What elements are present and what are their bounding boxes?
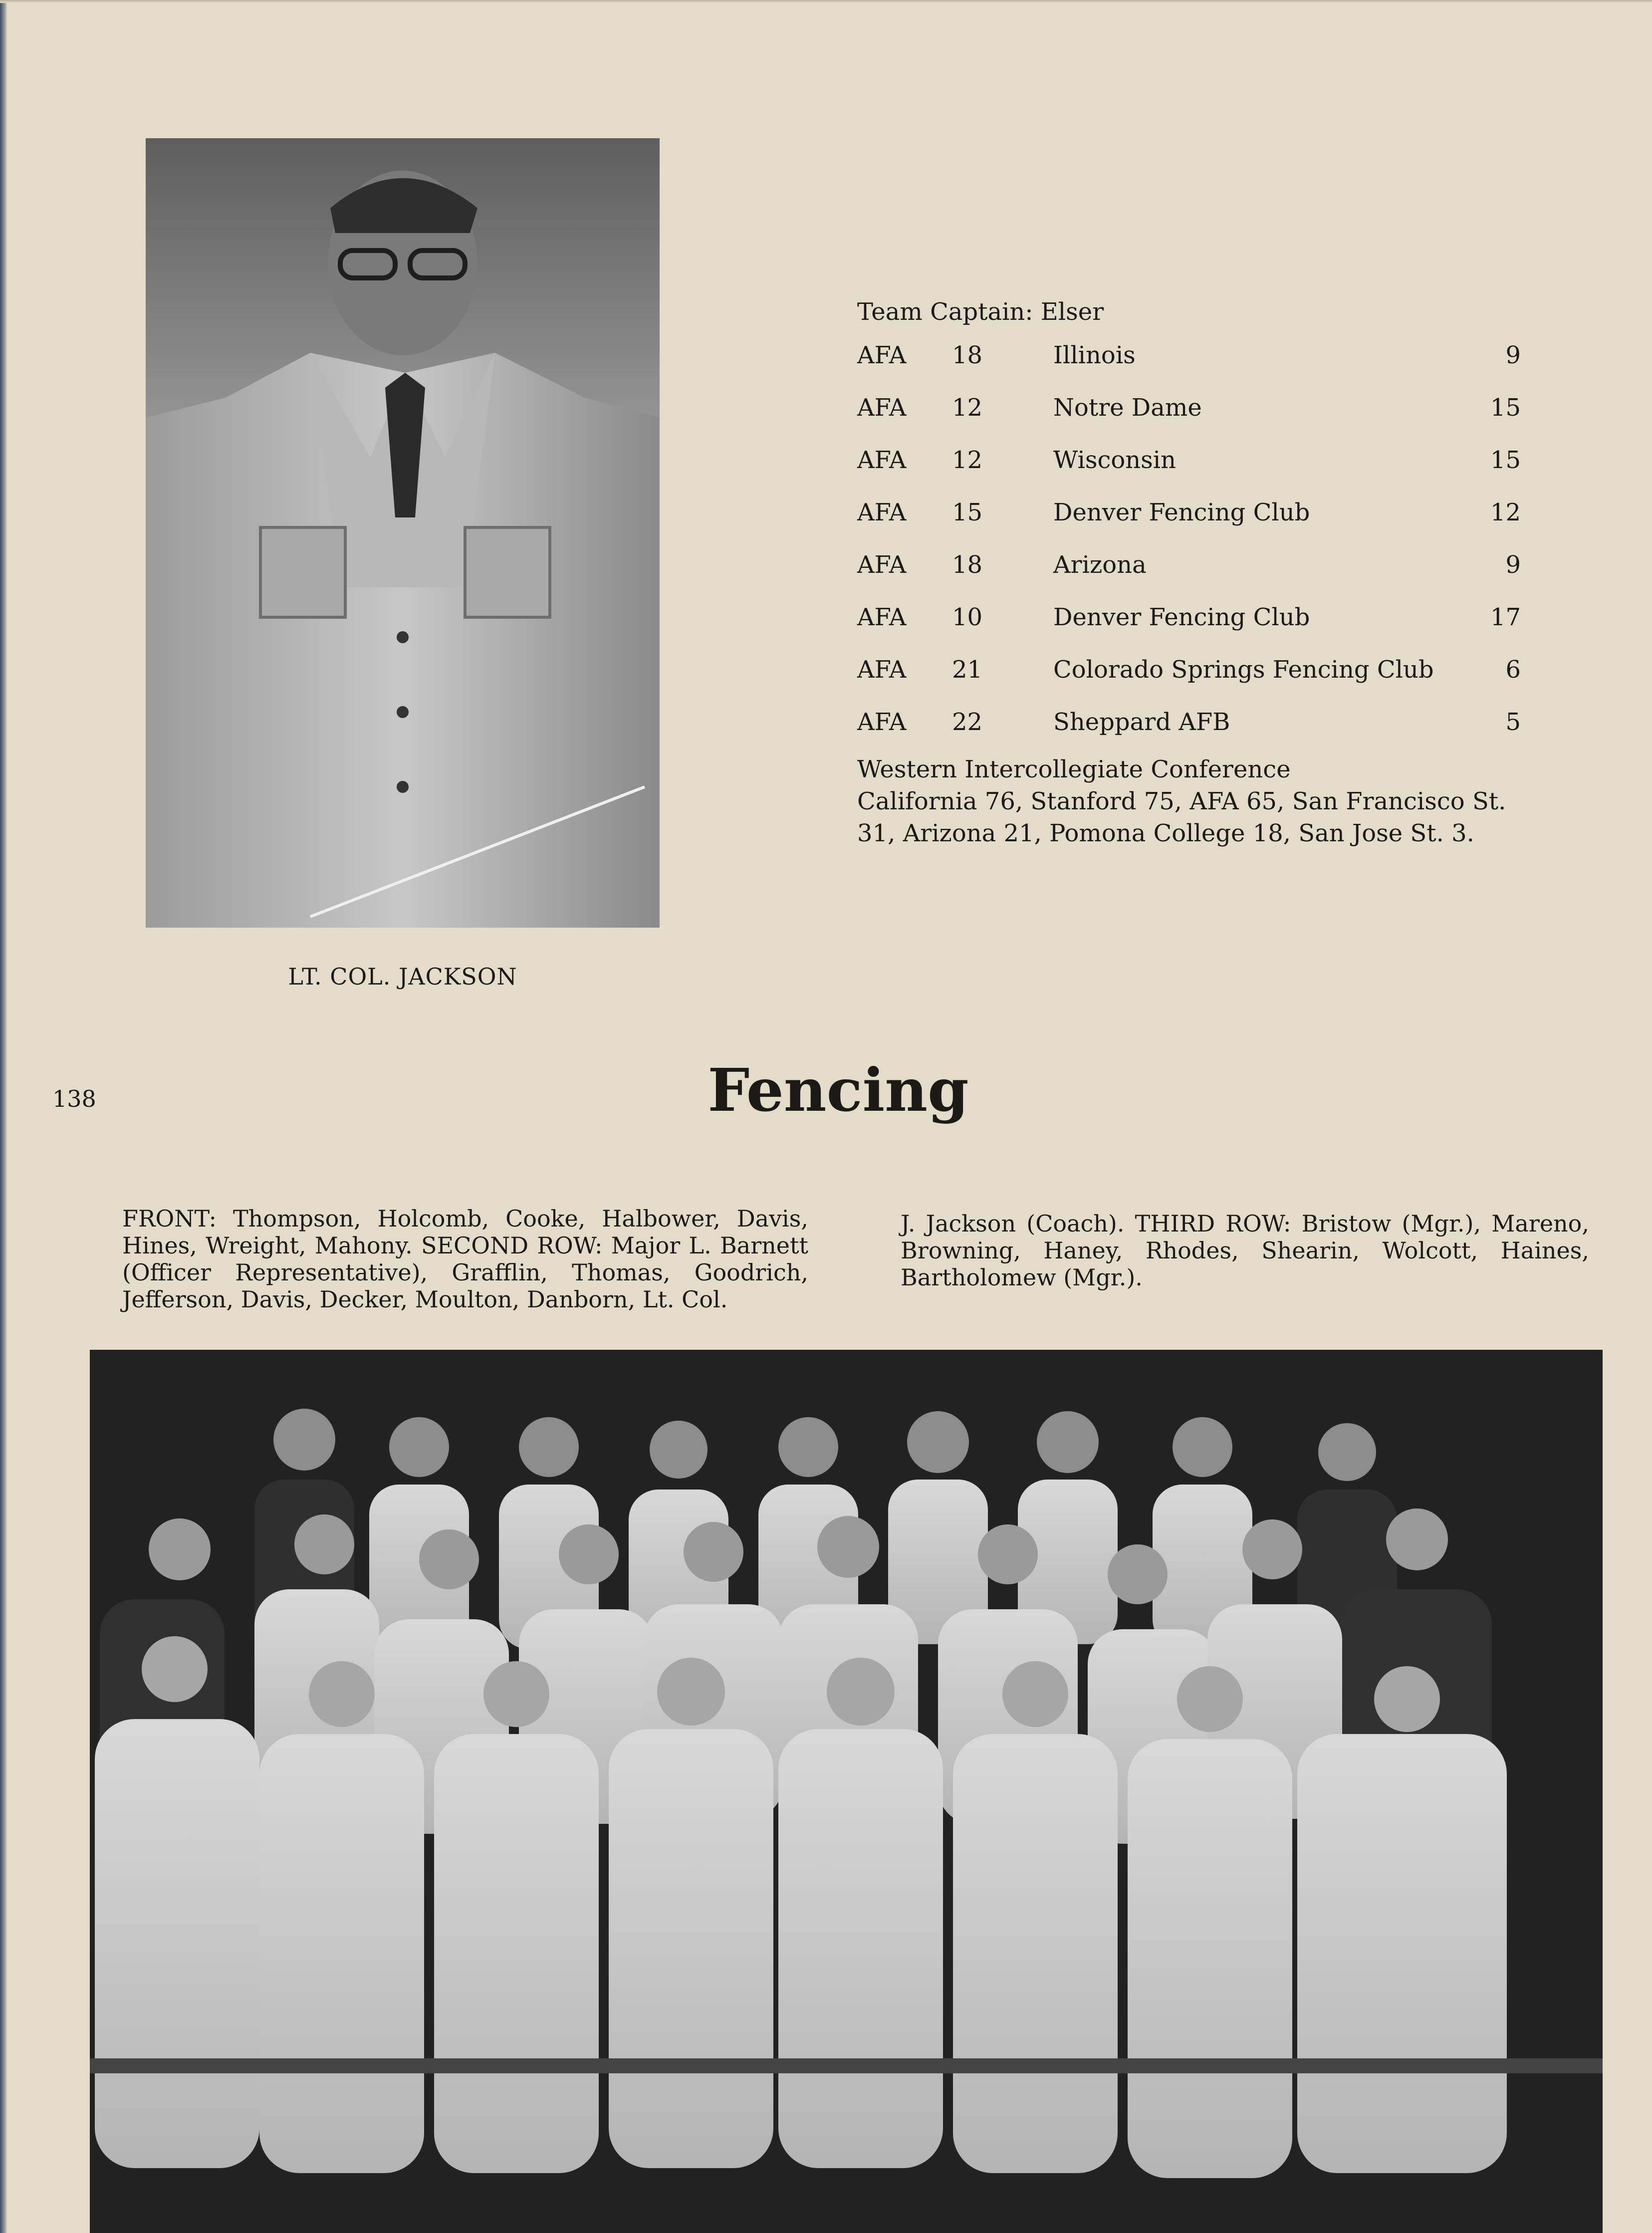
result-row: [857, 644, 1521, 696]
result-team: AFA: [857, 498, 907, 526]
team-captain: Team Captain: Elser: [857, 298, 1104, 326]
result-opponent-score: 15: [1490, 394, 1521, 422]
conference-results: [857, 753, 1521, 849]
team-group-photo: [90, 1350, 1603, 2233]
season-results: [857, 294, 1521, 849]
result-row: [857, 539, 1521, 591]
result-opponent-score: 9: [1505, 341, 1521, 369]
result-opponent-score: 6: [1505, 656, 1521, 684]
result-team: AFA: [857, 446, 907, 474]
result-opponent-score: 12: [1490, 498, 1521, 526]
result-opponent: Notre Dame: [1053, 394, 1202, 422]
result-opponent: Arizona: [1053, 551, 1147, 579]
page-binding-edge: [0, 0, 7, 2233]
result-opponent: Illinois: [1053, 341, 1136, 369]
result-afa-score: 10: [952, 603, 983, 631]
coach-portrait-photo: [146, 138, 660, 928]
page-top-edge: [0, 0, 1652, 3]
result-opponent: Denver Fencing Club: [1053, 603, 1310, 631]
result-row: [857, 382, 1521, 434]
result-opponent-score: 5: [1505, 708, 1521, 736]
result-opponent: Wisconsin: [1053, 446, 1177, 474]
result-opponent: Denver Fencing Club: [1053, 498, 1310, 526]
result-afa-score: 15: [952, 498, 983, 526]
roster-text-right: J. Jackson (Coach). THIRD ROW: Bristow (Mgr.), Mareno, Browning, Haney, Rhodes, Shearin, Wolcott, Haines, Bartholomew (Mgr.).: [901, 1210, 1589, 1291]
result-team: AFA: [857, 656, 907, 684]
result-opponent-score: 17: [1490, 603, 1521, 631]
result-afa-score: 18: [952, 341, 983, 369]
result-row: [857, 329, 1521, 382]
coach-caption: LT. COL. JACKSON: [288, 963, 517, 990]
conference-title: Western Intercollegiate Conference: [857, 755, 1291, 783]
page-number: 138: [52, 1085, 96, 1112]
result-team: AFA: [857, 708, 907, 736]
result-team: AFA: [857, 603, 907, 631]
result-opponent: Sheppard AFB: [1053, 708, 1230, 736]
result-row: [857, 591, 1521, 644]
result-team: AFA: [857, 341, 907, 369]
page-title: Fencing: [708, 1055, 969, 1125]
result-afa-score: 21: [952, 656, 983, 684]
result-opponent-score: 15: [1490, 446, 1521, 474]
result-row: [857, 487, 1521, 539]
result-team: AFA: [857, 551, 907, 579]
roster-text-left: FRONT: Thompson, Holcomb, Cooke, Halbower, Davis, Hines, Wreight, Mahony. SECOND ROW: Major L. Barnett (Officer Representative), Grafflin, Thomas, Goodrich, Jefferson, Davis, Decker, Moulton, Danborn, Lt. Col.: [122, 1205, 808, 1313]
result-afa-score: 18: [952, 551, 983, 579]
result-row: [857, 434, 1521, 487]
result-row: [857, 696, 1521, 748]
result-opponent-score: 9: [1505, 551, 1521, 579]
result-afa-score: 12: [952, 394, 983, 422]
result-opponent: Colorado Springs Fencing Club: [1053, 656, 1434, 684]
result-afa-score: 22: [952, 708, 983, 736]
result-afa-score: 12: [952, 446, 983, 474]
result-team: AFA: [857, 394, 907, 422]
conference-standings: California 76, Stanford 75, AFA 65, San Francisco St. 31, Arizona 21, Pomona College 18, San Jose St. 3.: [857, 787, 1506, 847]
